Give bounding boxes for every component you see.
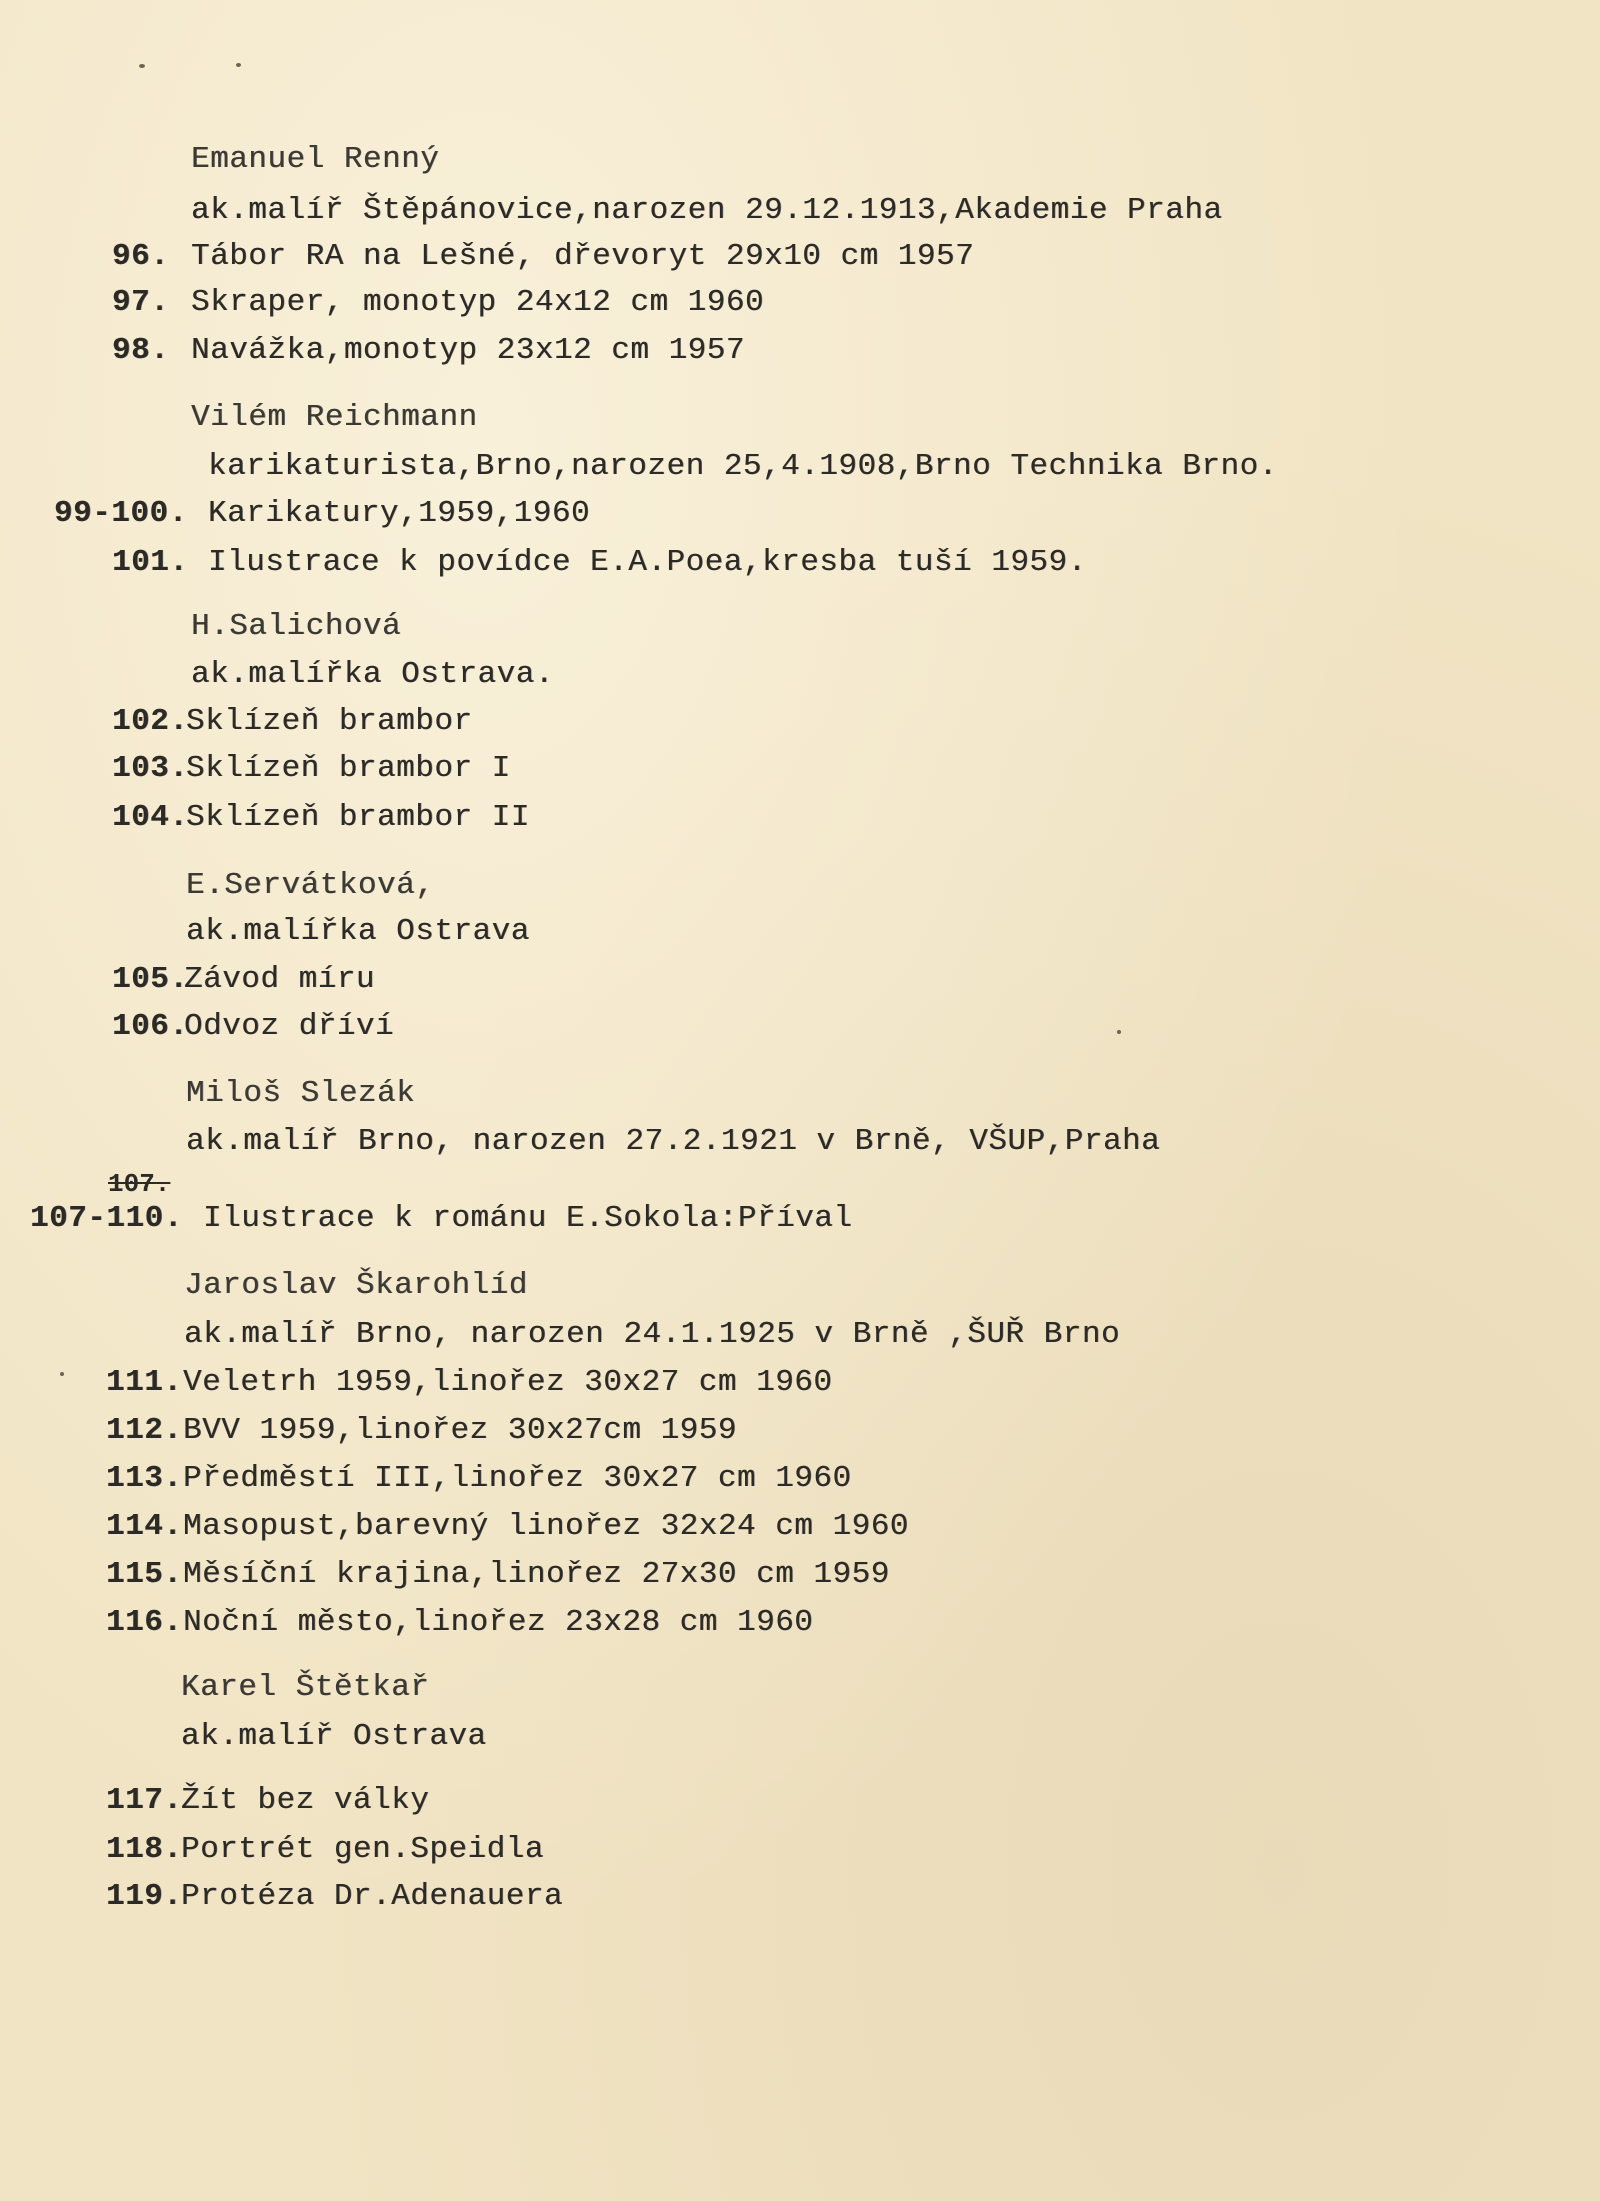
work-number: 104. [112, 800, 189, 835]
artist-name: H.Salichová [191, 609, 402, 644]
work-title: Tábor RA na Lešné, dřevoryt 29x10 cm 1957 [191, 239, 975, 274]
work-number: 103. [112, 751, 189, 786]
artist-info: ak.malíř Ostrava [181, 1719, 487, 1754]
artist-info: ak.malíř Brno, narozen 27.2.1921 v Brně, VŠUP,Praha [186, 1124, 1161, 1159]
work-title: Ilustrace k románu E.Sokola:Příval [203, 1201, 853, 1236]
work-title: Protéza Dr.Adenauera [181, 1879, 564, 1914]
work-number: 96. [112, 239, 170, 274]
artist-name: Vilém Reichmann [191, 400, 478, 435]
work-number: 98. [112, 333, 170, 368]
work-title: Závod míru [184, 962, 376, 997]
work-number: 112. [106, 1413, 183, 1448]
work-title: Skraper, monotyp 24x12 cm 1960 [191, 285, 765, 320]
work-number: 101. [112, 545, 189, 580]
work-title: Navážka,monotyp 23x12 cm 1957 [191, 333, 745, 368]
work-title: Masopust,barevný linořez 32x24 cm 1960 [183, 1509, 909, 1544]
work-title: Veletrh 1959,linořez 30x27 cm 1960 [183, 1365, 833, 1400]
work-number: 118. [106, 1832, 183, 1867]
work-number: 107-110. [30, 1201, 183, 1236]
artist-name: Jaroslav Škarohlíd [184, 1268, 528, 1303]
work-title: Sklízeň brambor II [186, 800, 530, 835]
artist-info: ak.malířka Ostrava [186, 914, 530, 949]
work-number: 115. [106, 1557, 183, 1592]
work-number: 99-100. [54, 496, 188, 531]
work-title: Měsíční krajina,linořez 27x30 cm 1959 [183, 1557, 890, 1592]
paper-speck [236, 63, 241, 67]
work-title: Portrét gen.Speidla [181, 1832, 544, 1867]
artist-name: Emanuel Renný [191, 142, 440, 177]
work-title: Noční město,linořez 23x28 cm 1960 [183, 1605, 814, 1640]
work-number: 117. [106, 1783, 183, 1818]
paper-speck [60, 1372, 64, 1376]
work-number: 113. [106, 1461, 183, 1496]
artist-info: ak.malíř Štěpánovice,narozen 29.12.1913,Akademie Praha [191, 193, 1223, 228]
work-title: Odvoz dříví [184, 1009, 395, 1044]
work-number: 111. [106, 1365, 183, 1400]
artist-info: ak.malíř Brno, narozen 24.1.1925 v Brně ,ŠUŘ Brno [184, 1317, 1121, 1352]
artist-name: Karel Štětkař [181, 1670, 430, 1705]
artist-info: karikaturista,Brno,narozen 25,4.1908,Brno Technika Brno. [208, 449, 1278, 484]
work-title: Sklízeň brambor [186, 704, 473, 739]
work-number: 97. [112, 285, 170, 320]
work-title: Sklízeň brambor I [186, 751, 511, 786]
work-number: 116. [106, 1605, 183, 1640]
work-number: 106. [112, 1009, 189, 1044]
work-title: Žít bez války [181, 1783, 430, 1818]
paper-speck [139, 64, 145, 68]
work-number: 119. [106, 1879, 183, 1914]
work-title: Karikatury,1959,1960 [208, 496, 591, 531]
artist-name: E.Servátková, [186, 868, 435, 903]
work-number: 102. [112, 704, 189, 739]
work-title: BVV 1959,linořez 30x27cm 1959 [183, 1413, 737, 1448]
work-title: Ilustrace k povídce E.A.Poea,kresba tuší 1959. [208, 545, 1087, 580]
artist-name: Miloš Slezák [186, 1076, 416, 1111]
struck-work-number: 107. [108, 1169, 171, 1199]
work-number: 105. [112, 962, 189, 997]
paper-speck [1117, 1030, 1121, 1034]
artist-info: ak.malířka Ostrava. [191, 657, 554, 692]
work-number: 114. [106, 1509, 183, 1544]
work-title: Předměstí III,linořez 30x27 cm 1960 [183, 1461, 852, 1496]
